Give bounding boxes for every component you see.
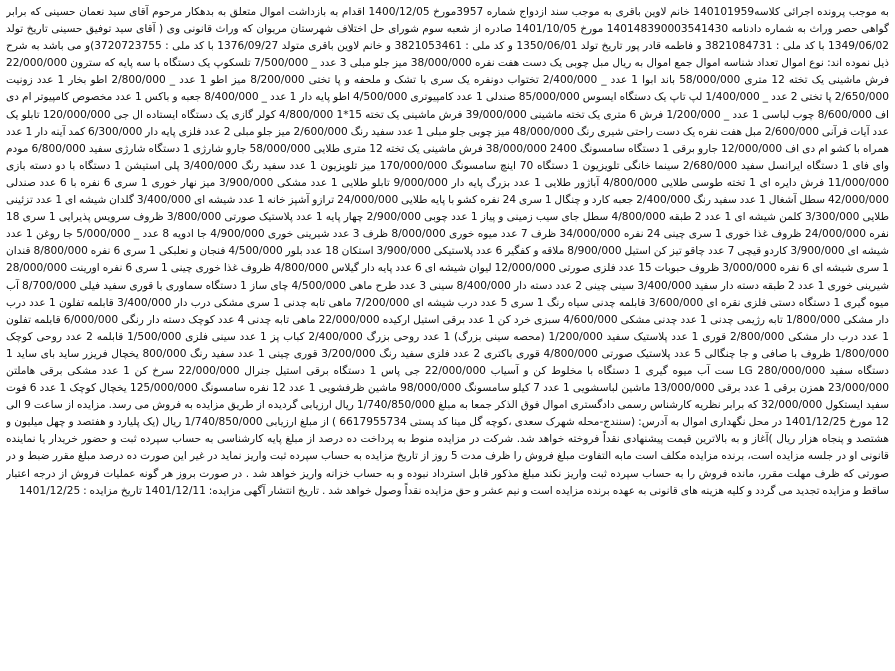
- auction-notice-text: به موجب پرونده اجرائی کلاسه140101959 خانم لاوین باقری به موجب سند ازدواج شماره 3957مورخ 1400/12/05 اقدام به بازداشت اموال متعلق به بدهکار مرحوم آقای سید نعمان حسینی که برابر گواهی حصر وراث به شماره دادنامه 140148390003541430 مورخ 1401/10/05 صادره از شعبه سوم شورای حل اختلاف شهرستان مریوان که وراث قانونی وی ( آقای سید توفیق حسینی تاریخ تولد 1349/06/02 با کد ملی : 3821084731 و فاطمه قادر پور تاریخ تولد 1350/06/01 و کد ملی : 3821053461 و خانم لاوین باقری متولد 1376/09/27 با کد ملی : 3720723755)و می باشد به شرح ذیل نموده اند: نوع اموال تعداد شناسه اموال جمع اموال به ریال مبل چوبی یک دست هفت نفره 38/000/000 میز جلو مبلی 3 عدد _ 7/500/000 تلسکوپ یک دستگاه با سه پایه که سترون 22/000/000 فرش ماشینی یک تخته 12 متری 58/000/000 باند ابوا 1 عدد _ 2/400/000 تختواب دونفره یک سری با تشک و ملحفه و پا تختی 8/200/000 میز اطو 1 عدد _ 2/800/000 اطو بخار 1 عدد زونیت 2/650/000 پا تختی 2 عدد _ 1/400/000 لپ تاپ یک دستگاه ایسوس 85/000/000 صندلی 1 عدد کامپیوتری 4/500/000 اطو پایه دار 1 عدد _ 8/400/000 جعبه و باکس 1 عدد مخصوص کامپیوتر ام دی اف 8/600/000 چوب لباسی 1 عدد _ 1/200/000 فرش 6 متری یک تخته ماشینی 39/000/000 فرش ماشینی یک تخته 15*1 4/800/000 کولر گازی یک دستگاه ایستاده ال جی 120/000/000 تابلو یک عدد آیات قرآنی 2/600/000 مبل هفت نفره یک دست راحتی شیری رنگ 48/000/000 میز چوبی جلو مبلی 1 عدد سفید رنگ 2/600/000 میز جلو مبلی 2 عدد فلزی پایه دار 6/300/000 کمد آینه دار 1 عدد همراه با کشو ام دی اف 12/000/000 جارو برقی 1 دستگاه سامسونگ 2400 38/000/000 فرش ماشینی یک تخته 12 متری طلایی 58/000/000 جارو شارژی 1 دستگاه شارژی سفید 6/800/000 مودم وای فای 1 دستگاه ایرانسل سفید 2/680/000 سینما خانگی تلویزیون 1 دستگاه 70 اینچ سامسونگ 170/000/000 میز تلویزیون 1 عدد سفید رنگ 3/400/000 پلی استیشن 1 دستگاه با دو دسته بازی 11/000/000 فرش دایره ای 1 تخته طوسی طلایی 4/800/000 آباژور طلایی 1 عدد بزرگ پایه دار 9/000/000 تابلو طلایی 1 عدد مشکی 3/900/000 میز نهار خوری 1 سری 6 نفره با 6 عدد صندلی 42/000/000 سطل آشغال 1 عدد سفید رنگ 2/400/000 جعبه کارد و چنگال 1 سری 24 نفره کشو با پایه طلایی 24/000/000 ترازو آشپز خانه 1 عدد شیشه ای 3/400/000 گلدان شیشه ای 1 عدد تزئینی طلایی 3/300/000 کلمن شیشه ای 1 عدد 2 طبقه 4/800/000 سطل جای سیب زمینی و پیاز 1 عدد چوبی 2/900/000 چهار پایه 1 عدد پلاستیک صورتی 3/800/000 ظروف سرویس پذیرایی 1 سری 18 نفره 24/000/000 ظروف غذا خوری 1 سری چینی 24 نفره 34/000/000 ظرف 7 عدد میوه خوری 8/000/000 ظرف 3 عدد شیرینی خوری 4/900/000 جا ادویه 8 عدد _ 5/000/000 جا روغن 1 عدد شیشه ای 3/900/000 کاردو قیچی 7 عدد چاقو تیز کن استیل 8/900/000 ملاقه و کفگیر 6 عدد پلاستیکی 3/900/000 استکان 18 عدد بلور 4/500/000 فنجان و نعلبکی 1 سری 6 نفره 8/800/000 قندان 1 سری شیشه ای 6 نفره 3/000/000 ظروف حبوبات 15 عدد فلزی صورتی 12/000/000 لیوان شیشه ای 6 عدد پایه دار گیلاس 4/800/000 ظروف غذا خوری چینی 1 سری 6 نفره اورینت 28/000/000 شیرینی خوری 1 عدد 2 طبقه دسته دار سفید 3/400/000 سینی چینی 2 عدد دسته دار 8/400/000 سینی 3 عدد طرح ماهی 4/500/000 چای ساز 1 دستگاه سماوری با قوری سفید فیلی 8/700/000 آب میوه گیری 1 دستگاه دستی فلزی نقره ای 3/600/000 قابلمه چدنی سیاه رنگ 1 سری 5 عدد درب شیشه ای 7/200/000 ماهی تابه چدنی 1 سری مشکی درب دار 3/400/000 قابلمه تفلون 1 عدد درب دار مشکی 1/800/000 تابه رژیمی چدنی 1 عدد چدنی مشکی 4/600/000 سبزی خرد کن 1 عدد برقی استیل ارکیده 22/000/000 ماهی تابه چدنی 4 عدد کوچک دسته دار رنگی 6/000/000 قابلمه تفلون 1 عدد درب دار مشکی 2/800/000 قوری 1 عدد پلاستیک سفید 1/200/000 (محصه سینی بزرگ) 1 عدد روحی بزرگ 2/400/000 کباب پز 1 عدد سینی فلزی 1/500/000 قابلمه 2 عدد روحی کوچک 1/800/000 ظروف با صافی و جا چنگالی 5 عدد پلاستیک صورتی 4/800/000 قوری باکتری 2 عدد فلزی سفید رنگ 3/200/000 قوری چینی 1 عدد سفید رنگ 800/000 یخچال فریزر ساید بای ساید 1 دستگاه سفید LG 280/000/000 ست آب میوه گیری 1 دستگاه با مخلوط کن و آسیاب 22/000/000 جی پاس 1 دستگاه برقی استیل جنرال 22/000/000 سرخ کن 1 عدد مشکی برقی هاملتن 23/000/000 همزن برقی 1 عدد برقی 13/000/000 ماشین لباسشویی 1 عدد 7 کیلو سامسونگ 98/000/000 ماشین ظرفشویی 1 عدد 12 نفره سامسونگ 125/000/000 یخچال کوچک 1 عدد 6 فوت سفید ایستکول 32/000/000 که برابر نظریه کارشناس رسمی دادگستری اموال فوق الذکر جمعا به مبلغ 1/740/850/000 ریال ارزیابی گردیده از طریق مزایده به فروش می رسد. مزایده از ساعت 9 الی 12 مورخ 1401/12/25 در محل نگهداری اموال به آدرس: (سنندج-محله شهرک سعدی ،کوچه گل مینا کد پستی 6617955734 ) از مبلغ ارزیابی 1/740/850/000 ریال (یک پلیارد و هفتصد و چهل میلیون و هشتصد و پنجاه هزار ریال )آغاز و به بالاترین قیمت پیشنهادی نقداً فروخته خواهد شد. شرکت در مزایده منوط به پرداخت ده درصد از مبلغ پایه کارشناسی به حساب سپرده ثبت و حضور خریدار یا نماینده قانونی او در جلسه مزایده است، برنده مزایده مکلف است مابه التفاوت مبلغ فروش را ظرف مدت 5 روز از تاریخ مزایده به حساب سپرده ثبت واریز نماید در غیر این صورت ده درصد مبلغ مقرر ضبط و در صورتی که ظرف مهلت مقرر، مانده فروش را به حساب سپرده ثبت واریز نکند مبلغ مذکور قابل استرداد نبوده و به حساب خزانه واریز خواهد شد . در صورت بروز هر گونه عملیات فروش از درجه اعتبار ساقط و مزایده تجدید می گردد و کلیه هزینه های قانونی به عهده برنده مزایده است و نیم عشر و حق مزایده نقداً وصول خواهد شد . تاریخ انتشار آگهی مزایده: 1401/12/11 تاریخ مزایده : 1401/12/25: [6, 6, 889, 497]
